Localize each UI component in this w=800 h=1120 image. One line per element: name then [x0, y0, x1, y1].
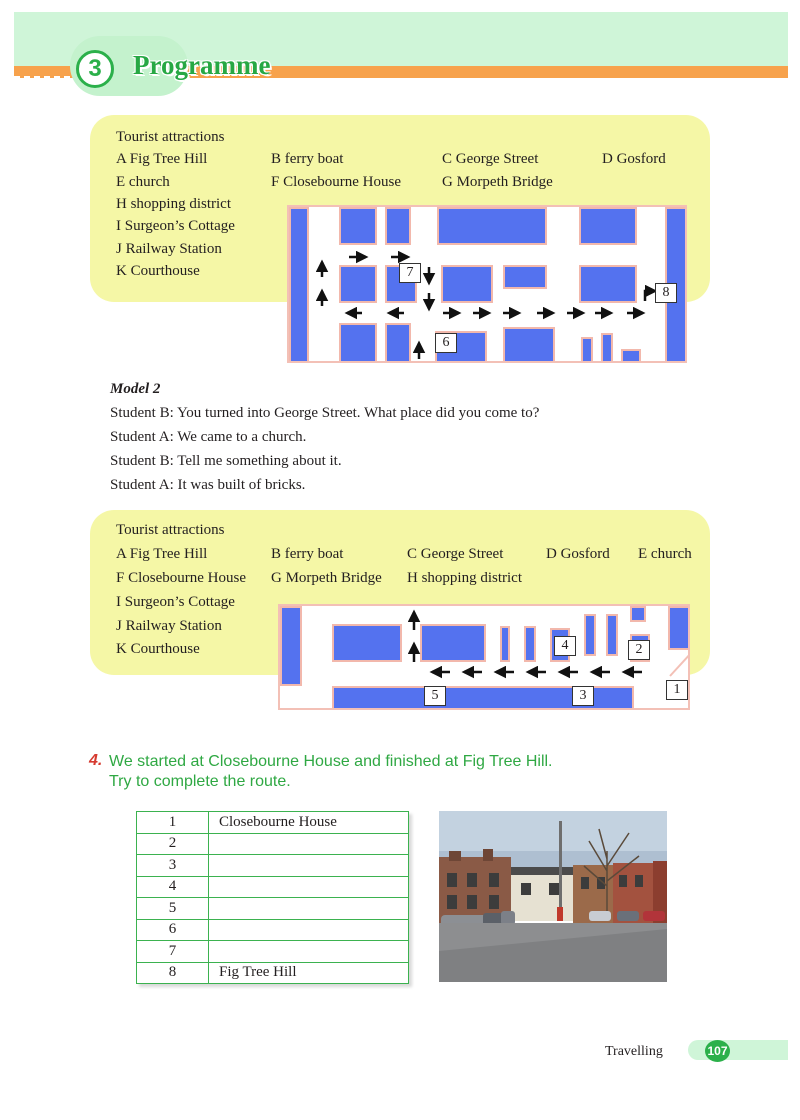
panel2-item-f: F Closebourne House — [116, 570, 246, 586]
route-map-2 — [278, 604, 690, 710]
table-row — [137, 919, 409, 941]
panel1-item-h: H shopping district — [116, 196, 231, 212]
row-number: 5 — [137, 898, 209, 920]
table-row — [137, 855, 409, 877]
table-row — [137, 962, 409, 984]
dialogue-line: Student B: You turned into George Street. What place did you come to? — [110, 405, 540, 421]
panel1-item-i: I Surgeon’s Cottage — [116, 218, 235, 234]
map-label: 3 — [572, 686, 594, 706]
panel2-item-i: I Surgeon’s Cottage — [116, 594, 235, 610]
map-label: 8 — [655, 283, 677, 303]
table-row — [137, 876, 409, 898]
panel2-item-d: D Gosford — [546, 546, 610, 562]
row-number: 2 — [137, 833, 209, 855]
row-place[interactable] — [209, 833, 409, 855]
row-place[interactable] — [209, 919, 409, 941]
panel2-item-e: E church — [638, 546, 692, 562]
map-label: 1 — [666, 680, 688, 700]
row-place[interactable] — [209, 855, 409, 877]
map-label: 2 — [628, 640, 650, 660]
model-title: Model 2 — [110, 381, 161, 397]
panel2-heading: Tourist attractions — [116, 522, 225, 538]
task-instruction-1: We started at Closebourne House and finished at Fig Tree Hill. — [109, 753, 553, 770]
table-row — [137, 941, 409, 963]
route-arrows-1 — [289, 207, 687, 363]
dialogue-line: Student A: It was built of bricks. — [110, 477, 306, 493]
row-number: 7 — [137, 941, 209, 963]
panel1-item-j: J Railway Station — [116, 241, 222, 257]
panel1-heading: Tourist attractions — [116, 129, 225, 145]
map-label: 5 — [424, 686, 446, 706]
table-row — [137, 812, 409, 834]
row-place[interactable] — [209, 876, 409, 898]
panel1-item-g: G Morpeth Bridge — [442, 174, 553, 190]
header-stripe — [14, 76, 74, 79]
panel2-item-k: K Courthouse — [116, 641, 200, 657]
dialogue-line: Student B: Tell me something about it. — [110, 453, 342, 469]
panel2-item-h: H shopping district — [407, 570, 522, 586]
section-number: 3 — [76, 50, 114, 88]
row-place[interactable] — [209, 898, 409, 920]
task-number: 4. — [89, 752, 103, 769]
row-place[interactable]: Closebourne House — [209, 812, 409, 834]
panel1-item-e: E church — [116, 174, 170, 190]
panel1-item-a: A Fig Tree Hill — [116, 151, 208, 167]
table-row — [137, 833, 409, 855]
panel1-item-k: K Courthouse — [116, 263, 200, 279]
panel1-item-d: D Gosford — [602, 151, 666, 167]
map-label: 4 — [554, 636, 576, 656]
street-photo — [439, 811, 667, 982]
table-row — [137, 898, 409, 920]
panel2-item-g: G Morpeth Bridge — [271, 570, 382, 586]
task-instruction-2: Try to complete the route. — [109, 773, 291, 790]
route-map-1 — [287, 205, 687, 363]
row-number: 3 — [137, 855, 209, 877]
panel1-item-c: C George Street — [442, 151, 539, 167]
map-label: 7 — [399, 263, 421, 283]
panel1-item-f: F Closebourne House — [271, 174, 401, 190]
panel2-item-c: C George Street — [407, 546, 504, 562]
row-number: 8 — [137, 962, 209, 984]
route-table — [136, 811, 409, 984]
footer-label: Travelling — [605, 1044, 663, 1059]
row-place[interactable]: Fig Tree Hill — [209, 962, 409, 984]
row-place[interactable] — [209, 941, 409, 963]
panel1-item-b: B ferry boat — [271, 151, 344, 167]
row-number: 1 — [137, 812, 209, 834]
map-label: 6 — [435, 333, 457, 353]
footer-band — [688, 1040, 788, 1060]
panel2-item-j: J Railway Station — [116, 618, 222, 634]
panel2-item-b: B ferry boat — [271, 546, 344, 562]
row-number: 4 — [137, 876, 209, 898]
row-number: 6 — [137, 919, 209, 941]
panel2-item-a: A Fig Tree Hill — [116, 546, 208, 562]
dialogue-line: Student A: We came to a church. — [110, 429, 307, 445]
page-number: 107 — [705, 1040, 730, 1062]
section-title: Programme — [133, 50, 271, 80]
